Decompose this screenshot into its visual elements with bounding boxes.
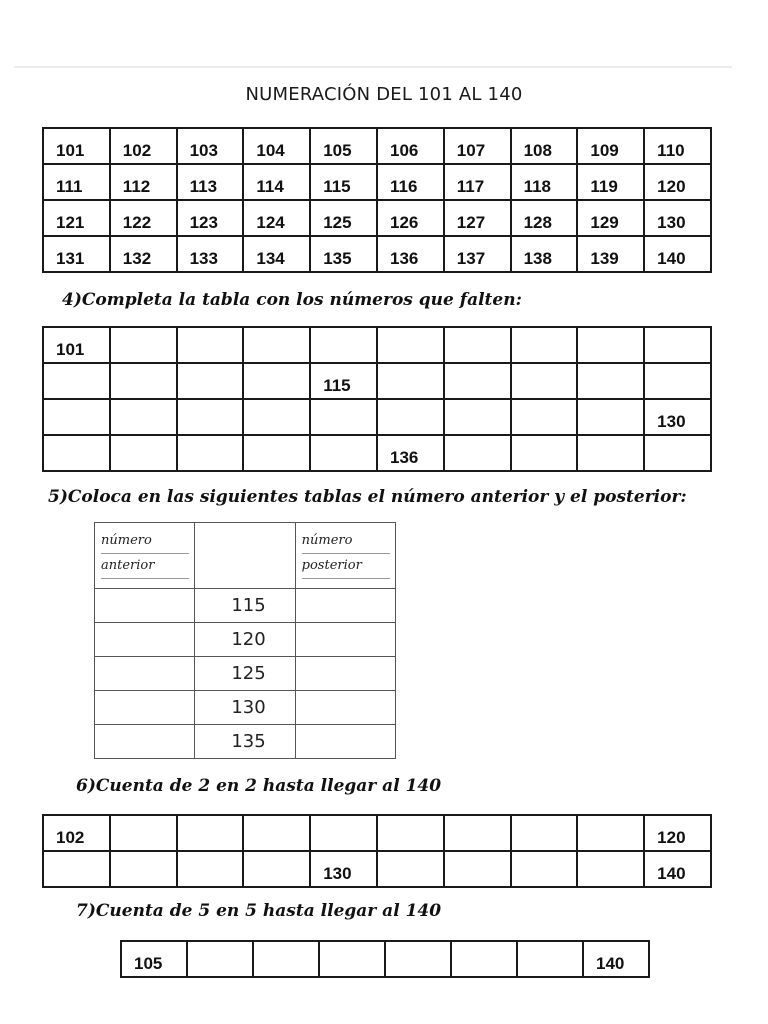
previous-answer-cell[interactable] (95, 691, 195, 725)
blank-answer-cell[interactable] (577, 399, 644, 435)
blank-answer-cell[interactable] (444, 363, 511, 399)
number-cell (444, 236, 511, 272)
cell-number: 130 (657, 213, 686, 232)
cell-number: 126 (389, 213, 419, 232)
number-cell (511, 164, 578, 200)
cell-number: 129 (590, 213, 619, 232)
cell-number: 140 (657, 864, 686, 883)
blank-answer-cell[interactable] (177, 851, 244, 887)
number-cell (43, 200, 110, 236)
number-cell (43, 236, 110, 272)
cell-number: 109 (590, 141, 619, 160)
blank-answer-cell[interactable] (110, 399, 177, 435)
cell-number: 140 (596, 954, 625, 973)
number-cell (43, 128, 110, 164)
cell-number: 106 (389, 141, 419, 160)
blank-answer-cell[interactable] (444, 327, 511, 363)
cell-number: 135 (323, 249, 352, 268)
given-number: 130 (195, 691, 295, 725)
number-cell (177, 200, 244, 236)
previous-next-row (95, 623, 396, 657)
table-row (43, 435, 711, 471)
cell-number: 115 (323, 177, 351, 196)
cell-number: 137 (456, 249, 486, 268)
cell-number: 101 (56, 141, 85, 160)
cell-number: 139 (590, 249, 619, 268)
blank-answer-cell[interactable] (377, 399, 444, 435)
cell-number: 133 (189, 249, 218, 268)
blank-answer-cell[interactable] (444, 435, 511, 471)
next-answer-cell[interactable] (295, 691, 395, 725)
blank-answer-cell[interactable] (511, 363, 578, 399)
number-cell (577, 164, 644, 200)
next-header-line1: número (302, 529, 390, 554)
cell-number: 125 (323, 213, 352, 232)
number-cell (243, 128, 310, 164)
number-cell (177, 128, 244, 164)
cell-number: 120 (657, 177, 686, 196)
blank-answer-cell[interactable] (243, 399, 310, 435)
reference-number-table (42, 127, 712, 273)
table-row (121, 941, 649, 977)
exercise5-heading: 5)Coloca en las siguientes tablas el número anterior y el posterior: (48, 487, 687, 507)
previous-next-row (95, 657, 396, 691)
next-answer-cell[interactable] (295, 725, 395, 759)
cell-number: 110 (657, 141, 685, 160)
blank-answer-cell[interactable] (310, 815, 377, 851)
blank-answer-cell[interactable] (577, 363, 644, 399)
given-number: 115 (195, 589, 295, 623)
blank-answer-cell[interactable] (444, 399, 511, 435)
cell-number: 136 (389, 448, 419, 467)
number-cell (511, 200, 578, 236)
blank-answer-cell[interactable] (110, 851, 177, 887)
cell-number: 127 (456, 213, 486, 232)
previous-next-table (94, 522, 396, 759)
blank-answer-cell[interactable] (444, 815, 511, 851)
number-cell (644, 164, 711, 200)
cell-number: 112 (122, 177, 151, 196)
blank-answer-cell[interactable] (243, 851, 310, 887)
cell-number: 124 (256, 213, 285, 232)
blank-answer-cell[interactable] (177, 435, 244, 471)
number-cell (110, 164, 177, 200)
cell-number: 116 (389, 177, 418, 196)
exercise7-heading: 7)Cuenta de 5 en 5 hasta llegar al 140 (76, 901, 442, 921)
blank-answer-cell[interactable] (110, 435, 177, 471)
number-cell (644, 399, 711, 435)
blank-answer-cell[interactable] (577, 815, 644, 851)
blank-answer-cell[interactable] (43, 363, 110, 399)
number-cell (583, 941, 649, 977)
exercise4-heading: 4)Completa la tabla con los números que falten: (62, 290, 522, 310)
number-cell (310, 236, 377, 272)
next-answer-cell[interactable] (295, 623, 395, 657)
exercise6-heading: 6)Cuenta de 2 en 2 hasta llegar al 140 (76, 776, 442, 796)
previous-number-header (95, 523, 195, 589)
blank-answer-cell[interactable] (511, 851, 578, 887)
cell-number: 101 (56, 340, 85, 359)
cell-number: 105 (323, 141, 352, 160)
number-cell (310, 851, 377, 887)
blank-answer-cell[interactable] (511, 399, 578, 435)
next-number-header (295, 523, 395, 589)
previous-header-line2: anterior (101, 554, 189, 579)
blank-answer-cell[interactable] (577, 435, 644, 471)
blank-answer-cell[interactable] (377, 815, 444, 851)
previous-next-row (95, 589, 396, 623)
number-cell (511, 236, 578, 272)
next-answer-cell[interactable] (295, 657, 395, 691)
number-cell (444, 164, 511, 200)
cell-number: 140 (657, 249, 686, 268)
page-title: NUMERACIÓN DEL 101 AL 140 (245, 84, 523, 105)
previous-answer-cell[interactable] (95, 657, 195, 691)
table-row (43, 128, 711, 164)
previous-next-row (95, 725, 396, 759)
next-header-line2: posterior (302, 554, 390, 579)
exercise7-table (120, 940, 650, 978)
previous-answer-cell[interactable] (95, 623, 195, 657)
number-cell (577, 236, 644, 272)
number-cell (377, 435, 444, 471)
blank-answer-cell[interactable] (110, 327, 177, 363)
blank-answer-cell[interactable] (577, 851, 644, 887)
number-cell (644, 851, 711, 887)
cell-number: 114 (256, 177, 284, 196)
blank-answer-cell[interactable] (243, 327, 310, 363)
cell-number: 128 (523, 213, 552, 232)
given-number: 125 (195, 657, 295, 691)
previous-next-row (95, 691, 396, 725)
number-cell (310, 200, 377, 236)
table-row (43, 363, 711, 399)
cell-number: 120 (657, 828, 686, 847)
blank-answer-cell[interactable] (310, 435, 377, 471)
number-cell (577, 200, 644, 236)
blank-answer-cell[interactable] (644, 327, 711, 363)
cell-number: 102 (56, 828, 85, 847)
previous-answer-cell[interactable] (95, 589, 195, 623)
blank-answer-cell[interactable] (243, 363, 310, 399)
cell-number: 121 (56, 213, 85, 232)
cell-number: 113 (189, 177, 218, 196)
cell-number: 138 (523, 249, 552, 268)
number-cell (243, 236, 310, 272)
given-number: 120 (195, 623, 295, 657)
top-rule (14, 66, 732, 68)
blank-answer-cell[interactable] (43, 399, 110, 435)
blank-answer-cell[interactable] (644, 435, 711, 471)
cell-number: 132 (122, 249, 152, 268)
exercise6-table (42, 814, 712, 888)
number-cell (243, 200, 310, 236)
table-row (43, 236, 711, 272)
number-cell (177, 236, 244, 272)
table-row (43, 815, 711, 851)
blank-answer-cell[interactable] (511, 815, 578, 851)
number-cell (110, 236, 177, 272)
blank-answer-cell[interactable] (243, 815, 310, 851)
cell-number: 102 (122, 141, 152, 160)
table-row (43, 851, 711, 887)
blank-answer-cell[interactable] (511, 435, 578, 471)
next-answer-cell[interactable] (295, 589, 395, 623)
blank-answer-cell[interactable] (177, 327, 244, 363)
blank-answer-cell[interactable] (517, 941, 583, 977)
blank-answer-cell[interactable] (177, 399, 244, 435)
number-cell (377, 200, 444, 236)
table-row (43, 200, 711, 236)
number-cell (310, 363, 377, 399)
blank-answer-cell[interactable] (385, 941, 451, 977)
number-cell (644, 128, 711, 164)
number-cell (444, 200, 511, 236)
cell-number: 122 (122, 213, 152, 232)
blank-answer-cell[interactable] (110, 363, 177, 399)
cell-number: 107 (456, 141, 486, 160)
number-cell (110, 200, 177, 236)
blank-answer-cell[interactable] (577, 327, 644, 363)
number-cell (43, 164, 110, 200)
cell-number: 108 (523, 141, 552, 160)
table-row (43, 164, 711, 200)
cell-number: 136 (389, 249, 419, 268)
number-cell (43, 815, 110, 851)
number-header (195, 523, 295, 589)
blank-answer-cell[interactable] (43, 851, 110, 887)
number-cell (310, 128, 377, 164)
blank-answer-cell[interactable] (187, 941, 253, 977)
number-cell (110, 128, 177, 164)
cell-number: 134 (256, 249, 285, 268)
blank-answer-cell[interactable] (511, 327, 578, 363)
exercise4-table (42, 326, 712, 472)
number-cell (377, 236, 444, 272)
blank-answer-cell[interactable] (319, 941, 385, 977)
blank-answer-cell[interactable] (110, 815, 177, 851)
table-row (43, 399, 711, 435)
cell-number: 119 (590, 177, 618, 196)
blank-answer-cell[interactable] (644, 363, 711, 399)
given-number: 135 (195, 725, 295, 759)
blank-answer-cell[interactable] (253, 941, 319, 977)
cell-number: 130 (657, 412, 686, 431)
table-row (43, 327, 711, 363)
cell-number: 105 (134, 954, 163, 973)
blank-answer-cell[interactable] (377, 363, 444, 399)
cell-number: 115 (323, 376, 351, 395)
cell-number: 103 (189, 141, 218, 160)
blank-answer-cell[interactable] (377, 327, 444, 363)
number-cell (511, 128, 578, 164)
blank-answer-cell[interactable] (444, 851, 511, 887)
number-cell (243, 164, 310, 200)
blank-answer-cell[interactable] (177, 815, 244, 851)
previous-next-header-row (95, 523, 396, 589)
blank-answer-cell[interactable] (43, 435, 110, 471)
blank-answer-cell[interactable] (310, 399, 377, 435)
number-cell (43, 327, 110, 363)
number-cell (177, 164, 244, 200)
blank-answer-cell[interactable] (177, 363, 244, 399)
number-cell (644, 815, 711, 851)
blank-answer-cell[interactable] (377, 851, 444, 887)
cell-number: 123 (189, 213, 218, 232)
cell-number: 104 (256, 141, 285, 160)
number-cell (310, 164, 377, 200)
previous-header-line1: número (101, 529, 189, 554)
number-cell (577, 128, 644, 164)
cell-number: 117 (456, 177, 485, 196)
cell-number: 111 (56, 177, 83, 196)
cell-number: 118 (523, 177, 552, 196)
blank-answer-cell[interactable] (243, 435, 310, 471)
cell-number: 130 (323, 864, 352, 883)
cell-number: 131 (56, 249, 85, 268)
number-cell (644, 200, 711, 236)
previous-answer-cell[interactable] (95, 725, 195, 759)
number-cell (377, 128, 444, 164)
number-cell (377, 164, 444, 200)
number-cell (121, 941, 187, 977)
blank-answer-cell[interactable] (310, 327, 377, 363)
number-cell (644, 236, 711, 272)
blank-answer-cell[interactable] (451, 941, 517, 977)
number-cell (444, 128, 511, 164)
